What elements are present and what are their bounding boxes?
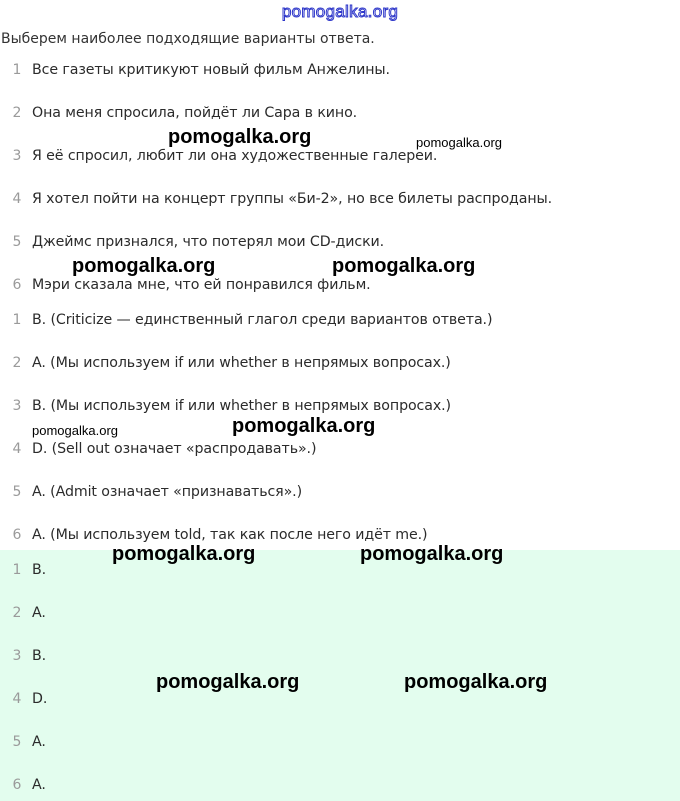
row-number: 4 <box>12 691 22 707</box>
row-number: 1 <box>12 562 22 578</box>
row-number: 5 <box>12 484 22 500</box>
row-number: 6 <box>12 777 22 793</box>
row-number: 2 <box>12 105 22 121</box>
sentence-text: Все газеты критикуют новый фильм Анжелины. <box>32 62 390 78</box>
task-intro: Выберем наиболее подходящие варианты ответа. <box>1 31 375 47</box>
row-number: 5 <box>12 234 22 250</box>
answer-text: A. <box>32 605 46 621</box>
watermark: pomogalka.org <box>232 415 376 437</box>
row-number: 6 <box>12 277 22 293</box>
explanation-text: B. (Criticize — единственный глагол среди вариантов ответа.) <box>32 312 493 328</box>
row-number: 3 <box>12 648 22 664</box>
row-number: 2 <box>12 355 22 371</box>
row-number: 6 <box>12 527 22 543</box>
explanation-text: A. (Мы используем if или whether в непрямых вопросах.) <box>32 355 451 371</box>
row-number: 3 <box>12 148 22 164</box>
answer-text: B. <box>32 562 47 578</box>
answer-text: B. <box>32 648 47 664</box>
sentence-text: Джеймс признался, что потерял мои CD-диски. <box>32 234 385 250</box>
answer-text: A. <box>32 734 46 750</box>
answer-text: A. <box>32 777 46 793</box>
row-number: 1 <box>12 62 22 78</box>
watermark: pomogalka.org <box>32 423 118 438</box>
watermark: pomogalka.org <box>72 255 216 277</box>
answers-panel <box>0 550 680 801</box>
watermark: pomogalka.org <box>168 126 312 148</box>
row-number: 4 <box>12 191 22 207</box>
explanation-text: D. (Sell out означает «распродавать».) <box>32 441 317 457</box>
sentence-text: Мэри сказала мне, что ей понравился фильм. <box>32 277 371 293</box>
sentence-text: Я хотел пойти на концерт группы «Би-2», но все билеты распроданы. <box>32 191 553 207</box>
row-number: 5 <box>12 734 22 750</box>
answer-text: D. <box>32 691 48 707</box>
site-logo: pomogalka.org <box>281 2 399 21</box>
watermark: pomogalka.org <box>112 543 256 565</box>
watermark: pomogalka.org <box>416 135 502 150</box>
sentence-text: Я её спросил, любит ли она художественные галереи. <box>32 148 438 164</box>
watermark: pomogalka.org <box>332 255 476 277</box>
explanation-text: A. (Мы используем told, так как после него идёт me.) <box>32 527 428 543</box>
row-number: 3 <box>12 398 22 414</box>
row-number: 1 <box>12 312 22 328</box>
watermark: pomogalka.org <box>360 543 504 565</box>
explanation-text: B. (Мы используем if или whether в непрямых вопросах.) <box>32 398 451 414</box>
row-number: 4 <box>12 441 22 457</box>
watermark: pomogalka.org <box>156 671 300 693</box>
sentence-text: Она меня спросила, пойдёт ли Сара в кино. <box>32 105 358 121</box>
watermark: pomogalka.org <box>404 671 548 693</box>
row-number: 2 <box>12 605 22 621</box>
explanation-text: A. (Admit означает «признаваться».) <box>32 484 303 500</box>
